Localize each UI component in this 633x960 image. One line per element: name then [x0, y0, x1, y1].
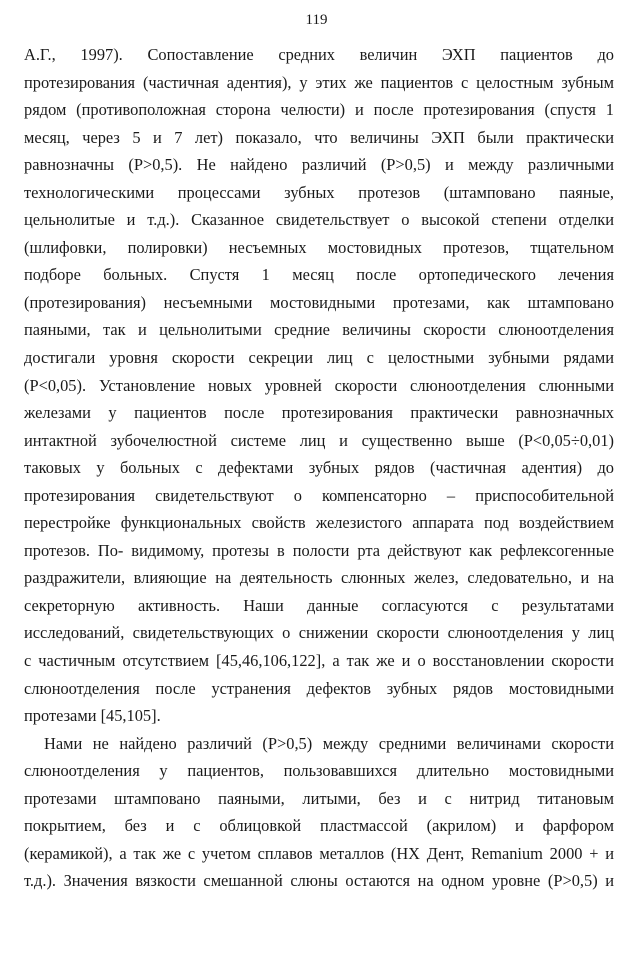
text-line-last: протезами [45,105]. — [24, 706, 161, 726]
text-line: (шлифовки, полировки) несъемных мостовидных протезов, тщательном — [24, 237, 614, 257]
text-line: рядом (противоположная сторона челюсти) и после протезирования (спустя 1 — [24, 100, 614, 120]
text-line: А.Г., 1997). Сопоставление средних величин ЭХП пациентов до — [24, 45, 614, 64]
text-line: равнозначны (Р>0,5). Не найдено различий (Р>0,5) и между различными — [24, 155, 614, 175]
text-line: (протезирования) несъемными мостовидными протезами, как штамповано — [24, 292, 614, 312]
text-line: (керамикой), а так же с учетом сплавов металлов (НХ Дент, Remanium 2000 + и — [24, 843, 614, 863]
text-line: месяц, через 5 и 7 лет) показало, что величины ЭХП были практически — [24, 127, 614, 147]
text-line: протезирования (частичная адентия), у этих же пациентов с целостным зубным — [24, 72, 614, 92]
text-line: протезирования свидетельствуют о компенсаторно – приспособительной — [24, 485, 614, 505]
text-line: таковых у больных с дефектами зубных рядов (частичная адентия) до — [24, 458, 614, 478]
paragraph-2 — [24, 730, 614, 895]
text-line: раздражители, влияющие на деятельность слюнных желез, следовательно, и на — [24, 568, 614, 588]
text-line: покрытием, без и с облицовкой пластмассой (акрилом) и фарфором — [24, 816, 614, 836]
text-line: цельнолитые и т.д.). Сказанное свидетельствует о высокой степени отделки — [24, 210, 614, 230]
text-line: технологическими процессами зубных протезов (штамповано паяные, — [24, 182, 614, 202]
text-line: паяными, так и цельнолитыми средние величины скорости слюноотделения — [24, 320, 614, 340]
text-line: т.д.). Значения вязкости смешанной слюны остаются на одном уровне (Р>0,5) и — [24, 871, 614, 891]
text-line: с частичным отсутствием [45,46,106,122], а так же и о восстановлении скорости — [24, 651, 614, 671]
text-line: подборе больных. Спустя 1 месяц после ортопедического лечения — [24, 265, 614, 285]
text-line: исследований, свидетельствующих о снижении скорости слюноотделения у лиц — [24, 623, 614, 643]
text-line: протезами штамповано паяными, литыми, без и с нитрид титановым — [24, 788, 614, 808]
text-line: достигали уровня скорости секреции лиц с целостными зубными рядами — [24, 348, 614, 368]
text-line: слюноотделения после устранения дефектов зубных рядов мостовидными — [24, 678, 614, 698]
text-line: протезов. По- видимому, протезы в полости рта действуют как рефлексогенные — [24, 540, 614, 560]
paragraph-1 — [24, 41, 614, 730]
text-line: (Р<0,05). Установление новых уровней скорости слюноотделения слюнными — [24, 375, 614, 395]
text-line-first: Нами не найдено различий (Р>0,5) между средними величинами скорости — [44, 733, 614, 753]
text-line: интактной зубочелюстной системе лиц и существенно выше (Р<0,05÷0,01) — [24, 430, 614, 450]
document-body — [24, 41, 614, 895]
text-line: секреторную активность. Наши данные согласуются с результатами — [24, 595, 614, 615]
page-number: 119 — [305, 12, 328, 28]
text-line: железами у пациентов после протезирования практически равнозначных — [24, 403, 614, 423]
text-line: перестройке функциональных свойств железистого аппарата под воздействием — [24, 513, 614, 533]
text-line: слюноотделения у пациентов, пользовавшихся длительно мостовидными — [24, 761, 614, 781]
